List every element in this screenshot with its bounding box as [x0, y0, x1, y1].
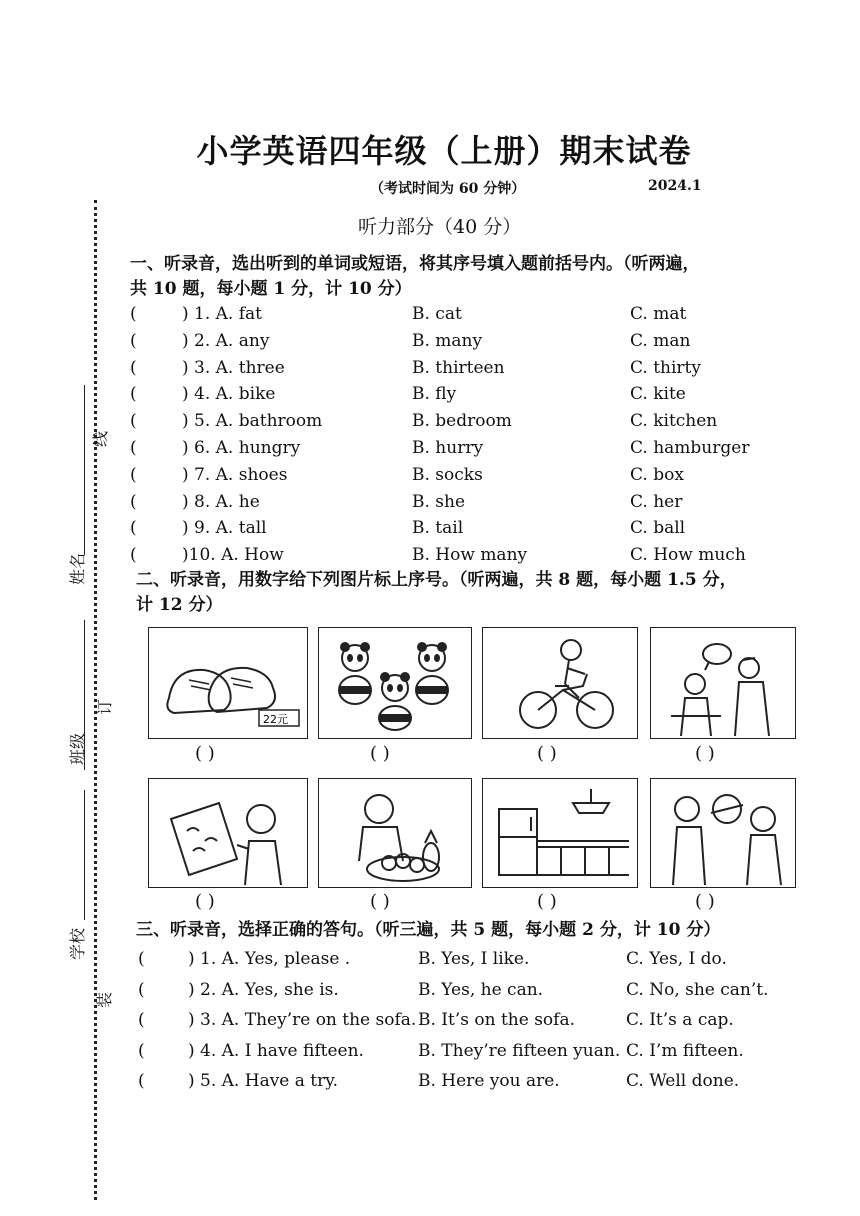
answer-paren[interactable]: (	[138, 949, 145, 969]
option-c[interactable]: C. man	[630, 330, 691, 351]
part1-question-9	[130, 518, 830, 542]
answer-blank-pic6[interactable]: ( )	[370, 891, 390, 912]
option-a: ) 7. A. shoes	[182, 464, 288, 485]
answer-blank-pic2[interactable]: ( )	[370, 743, 390, 764]
answer-paren[interactable]: (	[130, 464, 137, 485]
option-a: ) 9. A. tall	[182, 518, 267, 539]
part1-question-5	[130, 411, 830, 435]
option-c[interactable]: C. box	[630, 464, 684, 485]
part2-instruction-line1: 二、听录音，用数字给下列图片标上序号。（听两遍，共 8 题，每小题 1.5 分，	[136, 570, 737, 590]
part3-question-1	[130, 949, 830, 973]
option-b[interactable]: B. socks	[412, 464, 483, 485]
binding-char-ding: 订	[95, 698, 114, 715]
answer-paren[interactable]: (	[138, 1071, 145, 1091]
part1-question-1	[130, 304, 830, 328]
option-c[interactable]: C. thirty	[630, 357, 701, 378]
school-label: 学校	[68, 927, 87, 960]
option-b[interactable]: B. tail	[412, 518, 464, 539]
option-b[interactable]: B. They’re fifteen yuan.	[418, 1040, 621, 1061]
answer-blank-pic4[interactable]: ( )	[695, 743, 715, 764]
option-b[interactable]: B. It’s on the sofa.	[418, 1010, 576, 1030]
class-label: 班级	[68, 732, 87, 765]
answer-paren[interactable]: (	[130, 357, 137, 378]
answer-paren[interactable]: (	[138, 979, 145, 1000]
option-b[interactable]: B. Here you are.	[418, 1071, 560, 1091]
option-a: ) 5. A. bathroom	[182, 411, 323, 432]
option-c[interactable]: C. ball	[630, 518, 686, 539]
option-c[interactable]: C. kitchen	[630, 411, 718, 432]
option-a: ) 4. A. I have fifteen.	[188, 1040, 364, 1061]
option-b[interactable]: B. fly	[412, 384, 457, 405]
school-blank-line	[84, 790, 85, 920]
part1-question-7	[130, 465, 830, 489]
answer-paren[interactable]: (	[130, 491, 137, 512]
option-b[interactable]: B. she	[412, 491, 466, 512]
part3-question-5	[130, 1071, 830, 1095]
option-c[interactable]: C. mat	[630, 304, 687, 324]
answer-blank-pic8[interactable]: ( )	[695, 891, 715, 912]
part1-question-4	[130, 384, 830, 408]
answer-blank-pic1[interactable]: ( )	[195, 743, 215, 764]
option-a: ) 6. A. hungry	[182, 438, 301, 458]
answer-paren[interactable]: (	[130, 438, 137, 458]
option-a: ) 8. A. he	[182, 491, 260, 512]
option-a: )10. A. How	[182, 545, 284, 566]
part3-instruction: 三、听录音，选择正确的答句。（听三遍，共 5 题，每小题 2 分，计 10 分）	[136, 920, 721, 940]
option-c[interactable]: C. Yes, I do.	[626, 949, 727, 969]
option-a: ) 1. A. fat	[182, 304, 263, 324]
part1-question-8	[130, 492, 830, 516]
page-title: 小学英语四年级（上册）期末试卷	[196, 132, 692, 170]
part3-question-3	[130, 1010, 830, 1034]
option-b[interactable]: B. hurry	[412, 438, 484, 458]
option-b[interactable]: B. bedroom	[412, 411, 512, 432]
picture-man-and-woman-talking	[650, 627, 796, 739]
option-b[interactable]: B. How many	[412, 545, 528, 566]
answer-blank-pic5[interactable]: ( )	[195, 891, 215, 912]
part2-instruction-line2: 计 12 分）	[136, 595, 223, 615]
answer-paren[interactable]: (	[130, 384, 137, 405]
picture-shoes	[148, 627, 308, 739]
option-b[interactable]: B. cat	[412, 304, 462, 324]
option-a: ) 3. A. They’re on the sofa.	[188, 1010, 417, 1030]
option-b[interactable]: B. thirteen	[412, 357, 505, 378]
option-c[interactable]: C. How much	[630, 545, 746, 566]
option-c[interactable]: C. Well done.	[626, 1071, 740, 1091]
answer-blank-pic3[interactable]: ( )	[537, 743, 557, 764]
picture-pandas	[318, 627, 472, 739]
option-a: ) 5. A. Have a try.	[188, 1071, 339, 1091]
answer-paren[interactable]: (	[130, 304, 137, 324]
option-a: ) 4. A. bike	[182, 384, 276, 405]
binding-char-line: 线	[91, 430, 110, 447]
option-a: ) 2. A. any	[182, 330, 270, 351]
option-c[interactable]: C. I’m fifteen.	[626, 1040, 744, 1061]
picture-kitchen	[482, 778, 638, 888]
part1-instruction-line2: 共 10 题，每小题 1 分，计 10 分）	[130, 279, 412, 299]
answer-paren[interactable]: (	[138, 1010, 145, 1030]
part3-question-2	[130, 980, 830, 1004]
option-c[interactable]: C. hamburger	[630, 438, 750, 458]
answer-paren[interactable]: (	[130, 518, 137, 539]
option-b[interactable]: B. many	[412, 330, 483, 351]
exam-date: 2024.1	[648, 178, 702, 194]
option-c[interactable]: C. No, she can’t.	[626, 979, 769, 1000]
answer-paren[interactable]: (	[130, 545, 137, 566]
answer-paren[interactable]: (	[138, 1040, 145, 1061]
picture-boy-riding-bike	[482, 627, 638, 739]
option-c[interactable]: C. her	[630, 491, 683, 512]
part1-question-3	[130, 358, 830, 382]
section-heading: 听力部分（40 分）	[358, 216, 522, 238]
option-a: ) 2. A. Yes, she is.	[188, 979, 339, 1000]
part3-question-4	[130, 1041, 830, 1065]
option-b[interactable]: B. Yes, I like.	[418, 949, 530, 969]
name-label: 姓名	[68, 552, 87, 585]
option-c[interactable]: C. kite	[630, 384, 686, 405]
exam-duration: （考试时间为 60 分钟）	[370, 181, 526, 197]
picture-boy-with-drawing	[148, 778, 308, 888]
picture-boys-with-ball	[650, 778, 796, 888]
option-a: ) 3. A. three	[182, 357, 285, 378]
answer-paren[interactable]: (	[130, 330, 137, 351]
binding-char-zhuang: 装	[95, 991, 114, 1008]
part1-instruction-line1: 一、听录音，选出听到的单词或短语，将其序号填入题前括号内。（听两遍，	[130, 254, 700, 274]
option-b[interactable]: B. Yes, he can.	[418, 979, 544, 1000]
price-tag-text: 22元	[263, 713, 288, 726]
part1-question-10	[130, 545, 830, 569]
part1-question-2	[130, 331, 830, 355]
part1-question-6	[130, 438, 830, 462]
answer-paren[interactable]: (	[130, 411, 137, 432]
name-blank-line	[84, 385, 85, 555]
option-a: ) 1. A. Yes, please .	[188, 949, 351, 969]
answer-blank-pic7[interactable]: ( )	[537, 891, 557, 912]
option-c[interactable]: C. It’s a cap.	[626, 1010, 734, 1030]
picture-boy-with-fruit	[318, 778, 472, 888]
